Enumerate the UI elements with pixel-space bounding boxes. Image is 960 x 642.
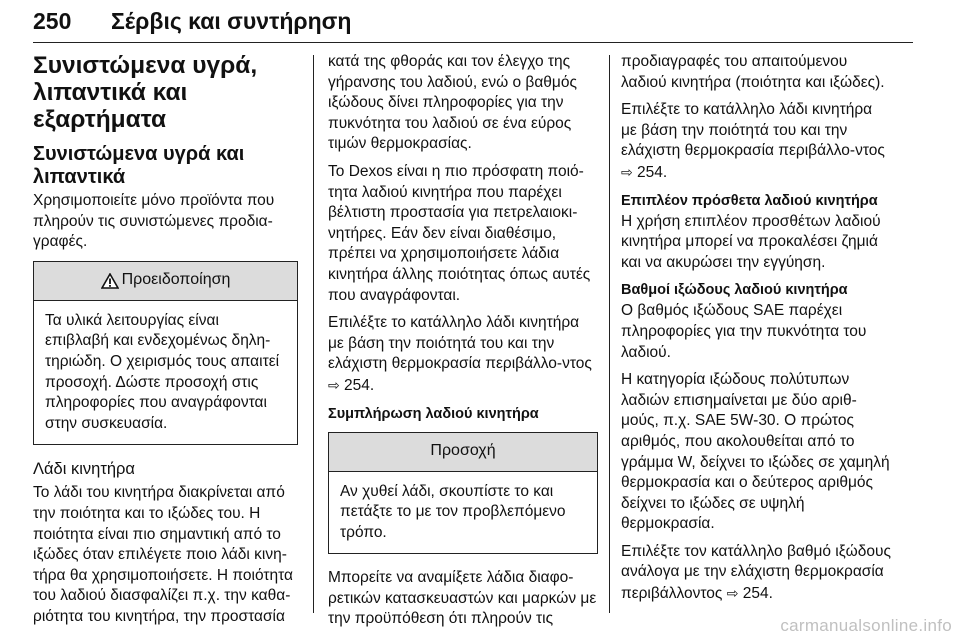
topup-heading: Συμπλήρωση λαδιού κινητήρα [328,405,539,422]
section-title: Συνιστώμενα υγρά, λιπαντικά και εξαρτήματα [33,52,258,133]
paragraph-with-reference [328,313,598,396]
paragraph-text: Επιλέξτε τον κατάλληλο βαθμό ιξώδους ανάλογα με την ελάχιστη θερμοκρασία περιβάλλοντος [621,542,891,603]
paragraph: Ο βαθμός ιξώδους SAE παρέχει πληροφορίες για την πυκνότητα του λαδιού. [621,302,867,361]
page-reference[interactable]: 254. [637,163,668,181]
column-2 [328,52,598,637]
column-3 [621,52,891,612]
caution-box [328,432,598,555]
caution-text: Αν χυθεί λάδι, σκουπίστε το και πετάξτε το με τον προβλεπόμενο τρόπο. [340,482,566,541]
oil-paragraph: Το λάδι του κινητήρα διακρίνεται από την ποιότητα και το ιξώδες του. Η ποιότητα είναι πιο σημαντική από το ιξώδες όταν επιλέγετε ποιο λάδι κινη-τήρα θα χρησιμοποιήσετε. Η ποιότητα του λαδιού διασφαλίζει π.χ. την καθα-ριότητα του κινητήρα, την προστασία [33,484,293,625]
paragraph: Μπορείτε να αναμίξετε λάδια διαφο-ρετικών κατασκευαστών και μαρκών με την προϋπόθεση ότι πληρούν τις [328,569,597,628]
paragraph: Η κατηγορία ιξώδους πολύτυπων λαδιών επισημαίνεται με δύο αριθ-μούς, π.χ. SAE 5W-30. Ο πρώτος αριθμός, που ακολουθείται από το γράμμα W, δείχνει το ιξώδες σε χαμηλή θερμοκρασία και ο δεύτερος αριθμός δείχνει το ιξώδες σε υψηλή θερμοκρασία. [621,371,890,533]
column-divider [609,55,610,613]
column-divider [313,55,314,613]
page-reference-arrow-icon: ⇨ [726,585,739,602]
warning-box [33,261,298,446]
paragraph-with-reference [621,100,891,183]
paragraph: κατά της φθοράς και τον έλεγχο της γήρανσης του λαδιού, ενώ ο βαθμός ιξώδους δίνει πληροφορίες για την πυκνότητα του λαδιού σε ένα εύρος τιμών θερμοκρασίας. [328,53,577,153]
paragraph-with-reference [621,542,891,605]
warning-box-header [34,262,297,301]
page-number: 250 [33,8,72,34]
additives-paragraph: Η χρήση επιπλέον προσθέτων λαδιού κινητήρα μπορεί να προκαλέσει ζημιά και να ακυρώσει την εγγύηση. [621,212,881,271]
page-reference-arrow-icon: ⇨ [621,163,633,180]
paragraph-text: Επιλέξτε το κατάλληλο λάδι κινητήρα με βάση την ποιότητά του και την ελάχιστη θερμοκρασία περιβάλλο-ντος [621,101,885,160]
viscosity-heading: Βαθμοί ιξώδους λαδιού κινητήρα [621,282,848,299]
intro-paragraph: Χρησιμοποιείτε μόνο προϊόντα που πληρούν τις συνιστώμενες προδια-γραφές. [33,192,275,251]
page-header [33,6,913,43]
warning-title: Προειδοποίηση [121,271,231,289]
oil-heading: Λάδι κινητήρα [33,460,135,479]
column-1 [33,52,298,635]
watermark: carmanualsonline.info [780,616,952,635]
dexos-paragraph: Το Dexos είναι η πιο πρόσφατη ποιό-τητα λαδιού κινητήρα που παρέχει βέλτιστη προστασία για πετρελαιοκι-νητήρες. Εάν δεν είναι διαθέσιμο, πρέπει να χρησιμοποιήσετε λάδια κινητήρα άλλης ποιότητας όπως αυτές που αναγράφονται. [328,162,591,304]
caution-title: Προσοχή [329,433,597,472]
warning-text: Τα υλικά λειτουργίας είναι επιβλαβή και ενδεχομένως δηλη-τηριώδη. Ο χειρισμός τους απαιτεί προσοχή. Δώστε προσοχή στις πληροφορίες που αναγράφονται στην συσκευασία. [45,311,280,432]
page-reference[interactable]: 254. [344,376,375,394]
page-reference-arrow-icon: ⇨ [328,376,340,393]
subsection-title: Συνιστώμενα υγρά και λιπαντικά [33,143,245,188]
additives-heading: Επιπλέον πρόσθετα λαδιού κινητήρα [621,192,878,209]
page-reference[interactable]: 254. [742,585,773,603]
paragraph: προδιαγραφές του απαιτούμενου λαδιού κινητήρα (ποιότητα και ιξώδες). [621,53,885,91]
warning-triangle-icon [101,273,119,289]
running-title: Σέρβις και συντήρηση [111,8,352,34]
paragraph-text: Επιλέξτε το κατάλληλο λάδι κινητήρα με βάση την ποιότητά του και την ελάχιστη θερμοκρασία περιβάλλο-ντος [328,314,592,373]
